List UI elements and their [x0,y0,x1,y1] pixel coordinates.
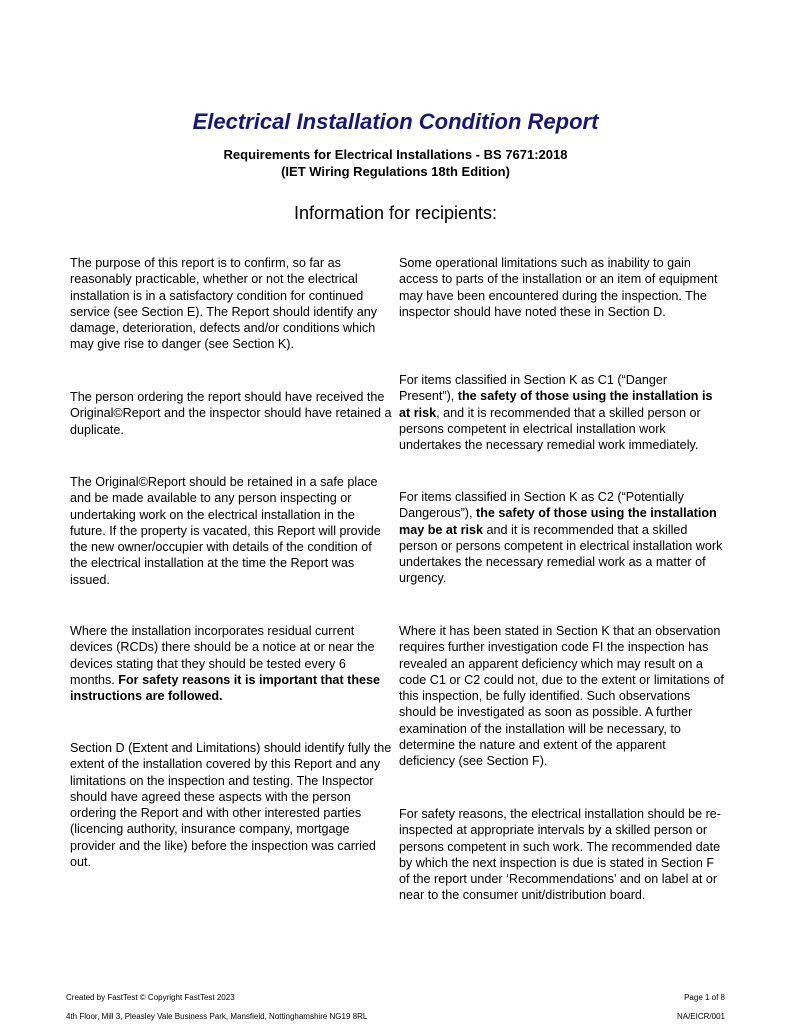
report-title: Electrical Installation Condition Report [192,109,599,134]
footer-document-code: NA/EICR/001 [676,1012,725,1021]
c2-recommendation: and it is recommended that a skilled person or persons competent in electrical installation work undertakes the necessary remedial work as a matter of urgency. [399,522,723,586]
footer-created-by: Created by FastTest © Copyright FastTest 2023 [66,993,235,1002]
c1-recommendation: , and it is recommended that a skilled person or persons competent in electrical installation work undertakes the necessary remedial work immediately. [399,405,701,453]
right-paragraph-c1 [399,372,725,453]
rcd-text: Where the installation incorporates residual current devices (RCDs) there should be a notice at or near the devices stating that they should be tested every 6 months. [70,624,375,687]
footer-page-number: Page 1 of 8 [684,993,725,1002]
c1-intro: For items classified in Section K as C1 (“Danger Present”), [399,373,668,404]
right-paragraph-limitations: Some operational limitations such as inability to gain access to parts of the installation or an item of equipment may have been encountered during the inspection. The inspector should have noted these in Section D. [399,256,718,319]
left-paragraph-original-report: The person ordering the report should have received the Original©Report and the inspector should have retained a duplicate. [70,390,392,437]
right-paragraph-fi: Where it has been stated in Section K that an observation requires further investigation code FI the inspection has revealed an apparent deficiency which may result on a code C1 or C2 could not, due to the extent or limitations of this inspection, be fully identified. Such observations should be investigated as soon as possible. A further examination of the installation will be necessary, to determine the nature and extent of the apparent deficiency (see Section F). [399,624,724,769]
left-paragraph-rcd [70,623,392,704]
report-subtitle-standard: Requirements for Electrical Installations - BS 7671:2018 [223,147,568,162]
c1-risk-statement: the safety of those using the installation is at risk [399,389,713,420]
report-subtitle-edition: (IET Wiring Regulations 18th Edition) [281,164,510,179]
right-paragraph-reinspection: For safety reasons, the electrical installation should be re-inspected at appropriate intervals by a skilled person or persons competent in such work. The recommended date by which the next inspection is due is stated in Section F of the report under ‘Recommendations’ and on label at or near to the consumer unit/distribution board. [399,807,722,903]
c2-risk-statement: the safety of those using the installation may be at risk [399,506,717,537]
rcd-safety-warning: For safety reasons it is important that these instructions are followed. [70,672,381,704]
left-paragraph-extent: Section D (Extent and Limitations) should identify fully the extent of the installation covered by this Report and any limitations on the inspection and testing. The Inspector should have agreed these aspects with the person ordering the Report and with other interested parties (licencing authority, insurance company, mortgage provider and the like) before the inspection was carried out. [70,741,392,870]
left-paragraph-purpose: The purpose of this report is to confirm, so far as reasonably practicable, whether or not the electrical installation is in a satisfactory condition for continued service (see Section E). The Report should identify any damage, deterioration, defects and/or conditions which may give rise to danger (see Section K). [70,256,378,352]
c2-intro: For items classified in Section K as C2 (“Potentially Dangerous”), [399,490,684,521]
right-paragraph-c2 [399,489,725,587]
left-paragraph-retention: The Original©Report should be retained in a safe place and be made available to any person inspecting or undertaking work on the electrical installation in the future. If the property is vacated, this Report will provide the new owner/occupier with details of the condition of the electrical installation at the time the Report was issued. [70,475,381,587]
footer-address: 4th Floor, Mill 3, Pleasley Vale Business Park, Mansfield, Nottinghamshire NG19 8RL [66,1012,368,1021]
section-heading: Information for recipients: [293,203,498,223]
